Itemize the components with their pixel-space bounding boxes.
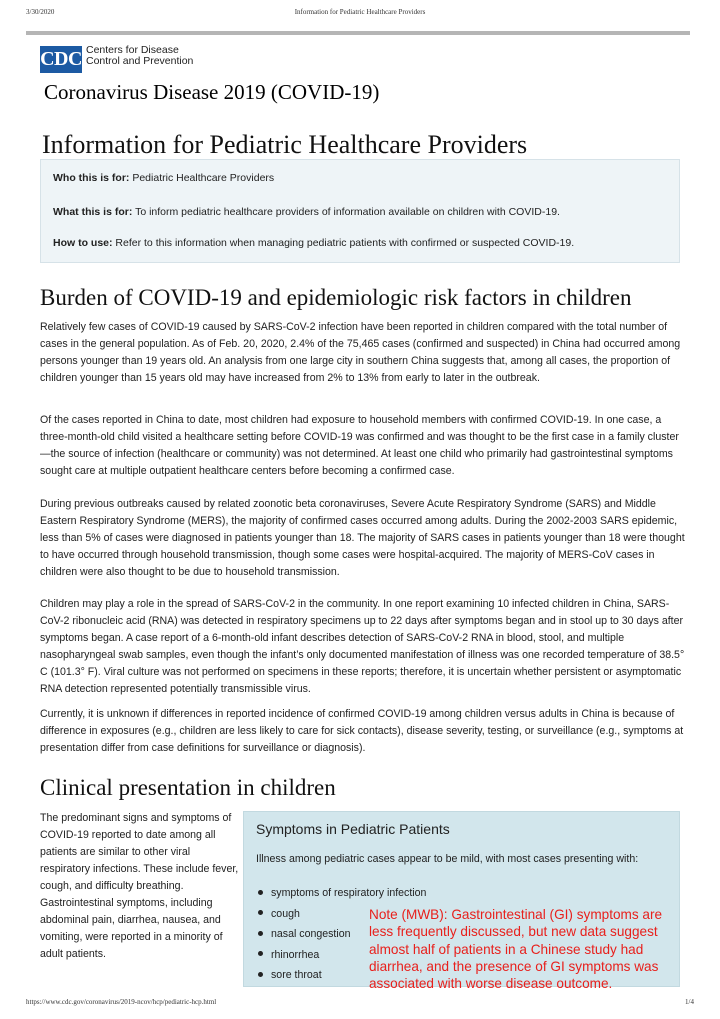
- what-text: To inform pediatric healthcare providers of information available on children with COVID-19.: [135, 206, 560, 218]
- section-heading-burden: Burden of COVID-19 and epidemiologic risk factors in children: [40, 285, 632, 310]
- cdc-logo-mark: CDC: [40, 46, 82, 73]
- list-item-text: sore throat: [271, 969, 322, 981]
- print-title: Information for Pediatric Healthcare Providers: [294, 8, 426, 16]
- list-item-text: rhinorrhea: [271, 948, 320, 961]
- how-text: Refer to this information when managing pediatric patients with confirmed or suspected COVID-19.: [115, 237, 575, 249]
- print-date: 3/30/2020: [26, 8, 55, 16]
- cdc-logo-line1: Centers for Disease: [86, 44, 179, 56]
- print-url: https://www.cdc.gov/coronavirus/2019-ncov/hcp/pediatric-hcp.html: [26, 998, 217, 1006]
- page-number: 1/4: [685, 998, 694, 1006]
- audience-info-box: [40, 159, 680, 263]
- who-row: [53, 172, 274, 184]
- list-item-text: symptoms of respiratory infection: [271, 887, 427, 899]
- what-row: [53, 206, 560, 218]
- paragraph: During previous outbreaks caused by related zoonotic beta coronaviruses, Severe Acute Respiratory Syndrome (SARS) and Middle Eastern Respiratory Syndrome (MERS), the majority of confirmed cases occurred among adults. During the 2002-2003 SARS epidemic, less than 5% of cases were diagnosed in patients younger than 18. The majority of SARS cases in patients younger than 18 were thought to have occurred through household transmission, though some cases were hospital-acquired. The majority of MERS-CoV cases in children were also thought to be due to household transmission.: [40, 498, 685, 578]
- page-title: Information for Pediatric Healthcare Providers: [42, 130, 528, 159]
- symptoms-box-intro: Illness among pediatric cases appear to be mild, with most cases presenting with:: [256, 853, 639, 865]
- site-title[interactable]: Coronavirus Disease 2019 (COVID-19): [44, 80, 380, 104]
- bullet-icon: [258, 931, 263, 936]
- list-item-text: nasal congestion: [271, 928, 351, 940]
- who-label: Who this is for:: [53, 172, 130, 184]
- paragraph: Currently, it is unknown if differences in reported incidence of confirmed COVID-19 among children versus adults in China is because of difference in exposures (e.g., children are less likely to care for sick contacts), disease severity, testing, or surveillance (e.g., symptoms at presentation differ from case definitions for surveillance or diagnosis).: [40, 708, 684, 754]
- paragraph: Relatively few cases of COVID-19 caused by SARS-CoV-2 infection have been reported in children compared with the total number of cases in the general population. As of Feb. 20, 2020, 2.4% of the 75,465 cases (confirmed and suspected) in China had occurred among persons younger than 19 years old. An analysis from one large city in southern China suggests that, among all cases, the proportion of children younger than 15 years old may have increased from 2% to 13% from early to later in the outbreak.: [40, 321, 681, 384]
- section-heading-clinical: Clinical presentation in children: [40, 775, 336, 800]
- what-label: What this is for:: [53, 206, 133, 218]
- cdc-logo-text: [86, 45, 246, 67]
- who-text: Pediatric Healthcare Providers: [132, 172, 275, 184]
- bullet-icon: [258, 951, 263, 956]
- paragraph: Of the cases reported in China to date, most children had exposure to household members with confirmed COVID-19. In one case, a three-month-old child visited a healthcare setting before COVID-19 was confirmed and was thought to be the first case in a family cluster—the source of infection (healthcare or community) was not determined. At least one child who primarily had gastrointestinal symptoms sought care at multiple outpatient healthcare centers before becoming a confirmed case.: [40, 414, 679, 477]
- how-row: [53, 237, 574, 249]
- symptoms-box-heading: Symptoms in Pediatric Patients: [256, 821, 450, 837]
- bullet-icon: [258, 972, 263, 977]
- header-divider: [26, 31, 690, 35]
- annotation-note: Note (MWB): Gastrointestinal (GI) symptoms are less frequently discussed, but new data suggest almost half of patients in a Chinese study had diarrhea, and the presence of GI symptoms was associated with worse disease outcome.: [369, 907, 663, 992]
- paragraph: Children may play a role in the spread of SARS-CoV-2 in the community. In one report examining 10 infected children in China, SARS-CoV-2 ribonucleic acid (RNA) was detected in respiratory specimens up to 22 days after symptoms began and in stool up to 30 days after symptoms began. A case report of a 6-month-old infant describes detection of SARS-CoV-2 RNA in blood, stool, and multiple nasopharyngeal swab samples, even though the infant’s only documented manifestation of illness was one recorded temperature of 38.5° C (101.3° F). Viral culture was not performed on specimens in these reports; therefore, it is uncertain whether persistent or asymptomatic RNA detection represented potentially transmissible virus.: [40, 598, 685, 695]
- how-label: How to use:: [53, 237, 113, 249]
- bullet-icon: [258, 910, 263, 915]
- cdc-logo-line2: Control and Prevention: [86, 55, 194, 67]
- list-item: [258, 885, 426, 906]
- clinical-intro-text: The predominant signs and symptoms of COVID-19 reported to date among all patients are similar to other viral respiratory infections. These include fever, cough, and difficulty breathing. Gastrointestinal symptoms, including abdominal pain, diarrhea, nausea, and vomiting, were reported in a minority of adult patients.: [40, 812, 239, 960]
- list-item-text: cough: [271, 907, 300, 920]
- bullet-icon: [258, 890, 263, 895]
